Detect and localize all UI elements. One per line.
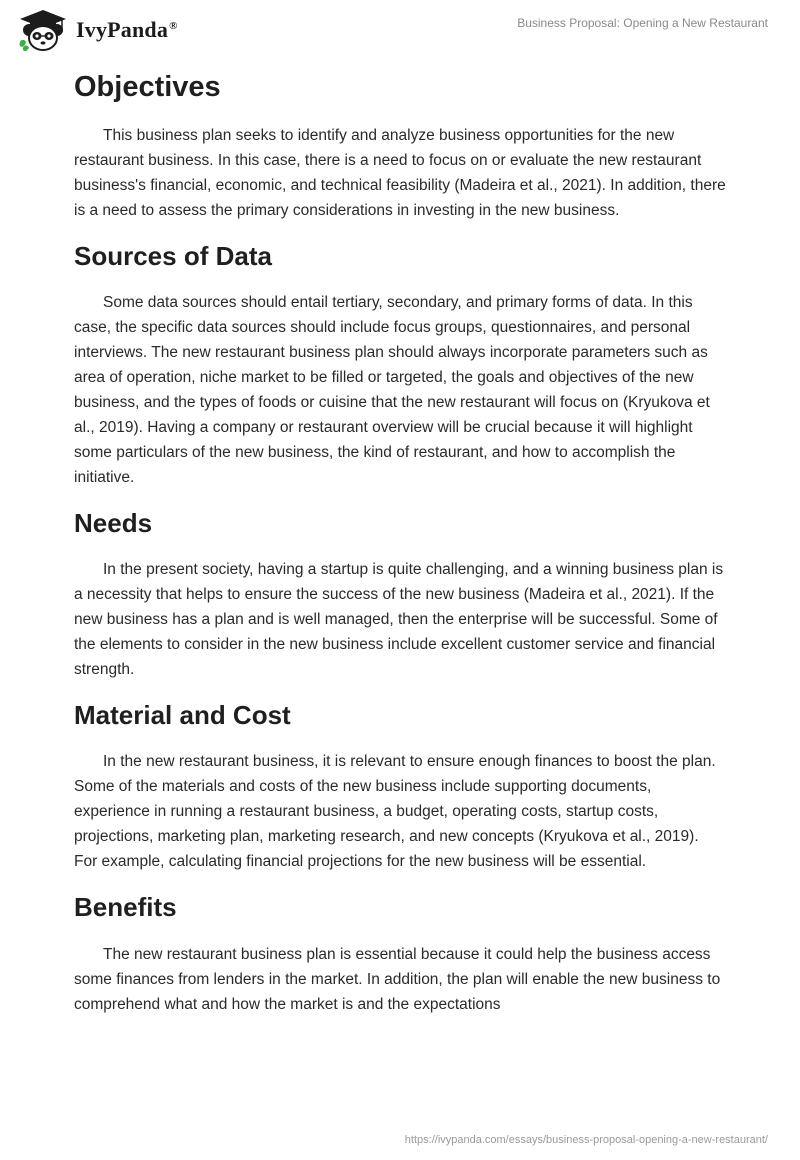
- section-heading: Sources of Data: [74, 240, 272, 271]
- document-title: Business Proposal: Opening a New Restaurant: [517, 16, 768, 30]
- essay-content: [74, 70, 726, 1035]
- section-benefits: [74, 892, 726, 1016]
- ivypanda-logo[interactable]: [16, 8, 178, 52]
- section-heading: Needs: [74, 507, 153, 538]
- section-objectives: [74, 70, 726, 223]
- section-paragraph: Some data sources should entail tertiary, secondary, and primary forms of data. In this case, the specific data sources should include focus groups, questionnaires, and personal interviews. The new restaurant business plan should always incorporate parameters such as area of operation, niche market to be filled or targeted, the goals and objectives of the new business, and the types of foods or cuisine that the new restaurant will focus on (Kryukova et al., 2019). Having a company or restaurant overview will be crucial because it will highlight some particulars of the new business, the kind of restaurant, and how to accomplish the initiative.: [74, 293, 710, 486]
- section-sources-of-data: [74, 241, 726, 490]
- section-needs: [74, 508, 726, 682]
- section-paragraph: This business plan seeks to identify and analyze business opportunities for the new restaurant business. In this case, there is a need to focus on or evaluate the new restaurant business's financial, economic, and technical feasibility (Madeira et al., 2021). In addition, there is a need to assess the primary considerations in investing in the new business.: [74, 126, 726, 219]
- section-heading: Benefits: [74, 892, 177, 923]
- page-header: [0, 0, 800, 60]
- section-material-and-cost: [74, 700, 726, 874]
- section-paragraph: In the present society, having a startup is quite challenging, and a winning business plan is a necessity that helps to ensure the success of the new business (Madeira et al., 2021). If the new business has a plan and is well managed, then the enterprise will be successful. Some of the elements to consider in the new business include excellent customer service and financial strength.: [74, 561, 724, 679]
- section-heading: Material and Cost: [74, 700, 291, 731]
- source-url-link[interactable]: https://ivypanda.com/essays/business-proposal-opening-a-new-restaurant/: [404, 1134, 768, 1146]
- section-paragraph: The new restaurant business plan is essential because it could help the business access some finances from lenders in the market. In addition, the plan will enable the new business to comprehend what and how the market is and the expectations: [74, 945, 721, 1013]
- logo-wordmark: IvyPanda®: [76, 17, 178, 42]
- panda-graduate-icon: [16, 8, 70, 52]
- section-heading: Objectives: [74, 71, 221, 103]
- section-paragraph: In the new restaurant business, it is relevant to ensure enough finances to boost the plan. Some of the materials and costs of the new business include supporting documents, experience in running a restaurant business, a budget, operating costs, startup costs, projections, marketing plan, marketing research, and new concepts (Kryukova et al., 2019). For example, calculating financial projections for the new business will be essential.: [74, 753, 716, 871]
